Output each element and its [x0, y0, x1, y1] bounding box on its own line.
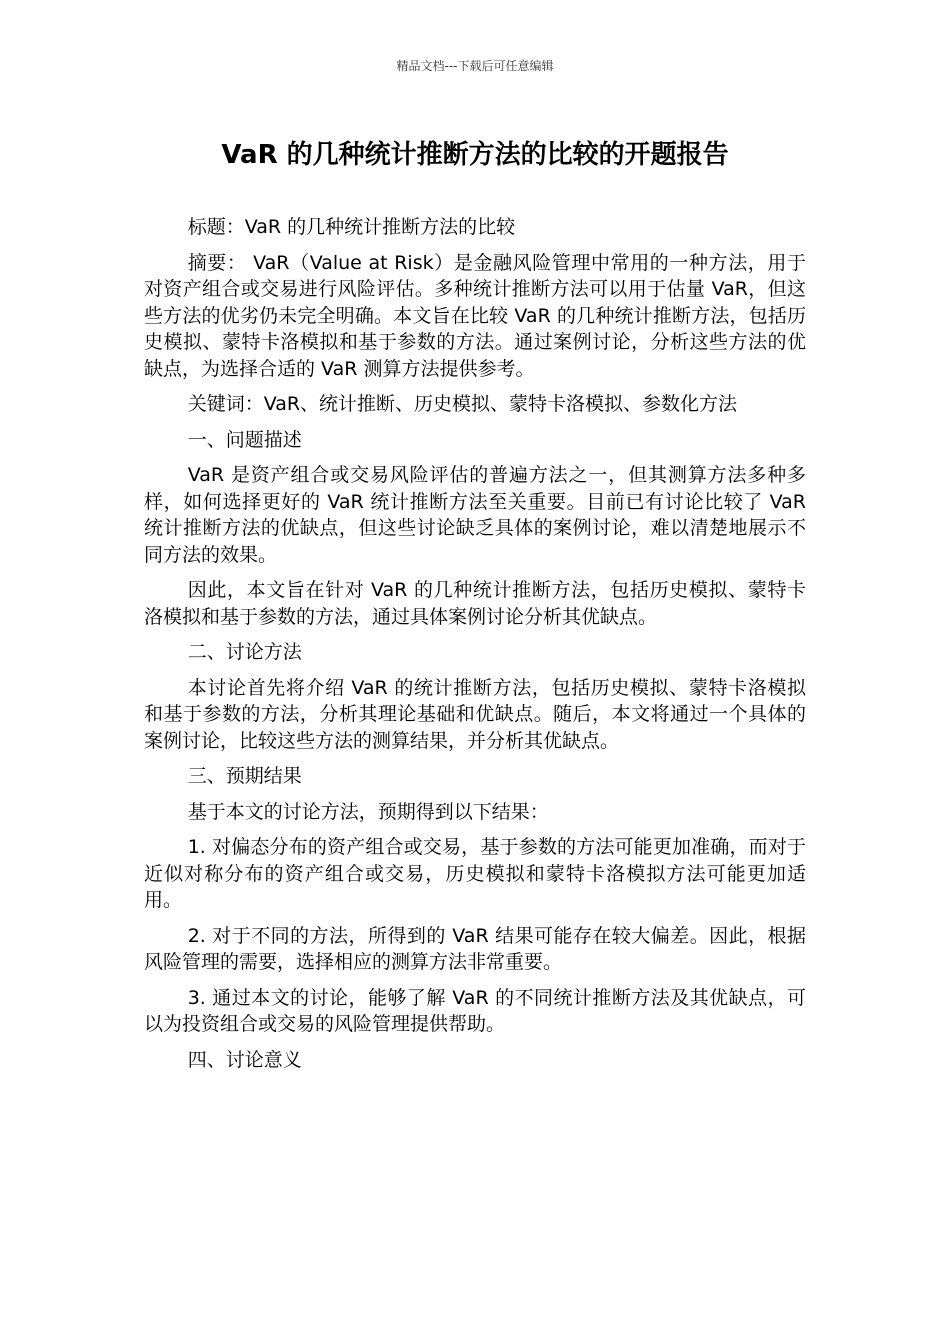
- document-title: VaR 的几种统计推断方法的比较的开题报告: [221, 140, 729, 170]
- result-item-3: 3. 通过本文的讨论，能够了解 VaR 的不同统计推断方法及其优缺点，可以为投资组合或交易的风险管理提供帮助。: [144, 986, 806, 1035]
- header-note: 精品文档---下载后可任意编辑: [396, 59, 554, 73]
- keywords-line: 关键词：VaR、统计推断、历史模拟、蒙特卡洛模拟、参数化方法: [187, 393, 738, 415]
- result-item-1: 1. 对偏态分布的资产组合或交易，基于参数的方法可能更加准确，而对于近似对称分布的资产组合或交易，历史模拟和蒙特卡洛模拟方法可能更加适用。: [144, 836, 806, 911]
- subject-line: 标题：VaR 的几种统计推断方法的比较: [187, 216, 516, 238]
- section-heading-method: 二、讨论方法: [187, 641, 302, 663]
- abstract-paragraph: 摘要： VaR（Value at Risk）是金融风险管理中常用的一种方法，用于对资产组合或交易进行风险评估。多种统计推断方法可以用于估量 VaR，但这些方法的优劣仍未完全明确。本文旨在比较 VaR 的几种统计推断方法，包括历史模拟、蒙特卡洛模拟和基于参数的方法。通过案例讨论，分析这些方法的优缺点，为选择合适的 VaR 测算方法提供参考。: [144, 251, 806, 380]
- section-heading-significance: 四、讨论意义: [187, 1048, 302, 1071]
- results-intro: 基于本文的讨论方法，预期得到以下结果：: [187, 800, 549, 823]
- document-body: [144, 214, 806, 1082]
- section-heading-problem: 一、问题描述: [187, 428, 302, 451]
- problem-paragraph-2: 因此，本文旨在针对 VaR 的几种统计推断方法，包括历史模拟、蒙特卡洛模拟和基于参数的方法，通过具体案例讨论分析其优缺点。: [144, 579, 806, 628]
- method-paragraph: 本讨论首先将介绍 VaR 的统计推断方法，包括历史模拟、蒙特卡洛模拟和基于参数的方法，分析其理论基础和优缺点。随后，本文将通过一个具体的案例讨论，比较这些方法的测算结果，并分析其优缺点。: [144, 676, 806, 752]
- result-item-2: 2. 对于不同的方法，所得到的 VaR 结果可能存在较大偏差。因此，根据风险管理的需要，选择相应的测算方法非常重要。: [144, 924, 806, 973]
- section-heading-results: 三、预期结果: [187, 765, 302, 787]
- problem-paragraph-1: VaR 是资产组合或交易风险评估的普遍方法之一，但其测算方法多种多样，如何选择更好的 VaR 统计推断方法至关重要。目前已有讨论比较了 VaR 统计推断方法的优缺点，但这些讨论缺乏具体的案例讨论，难以清楚地展示不同方法的效果。: [144, 464, 806, 566]
